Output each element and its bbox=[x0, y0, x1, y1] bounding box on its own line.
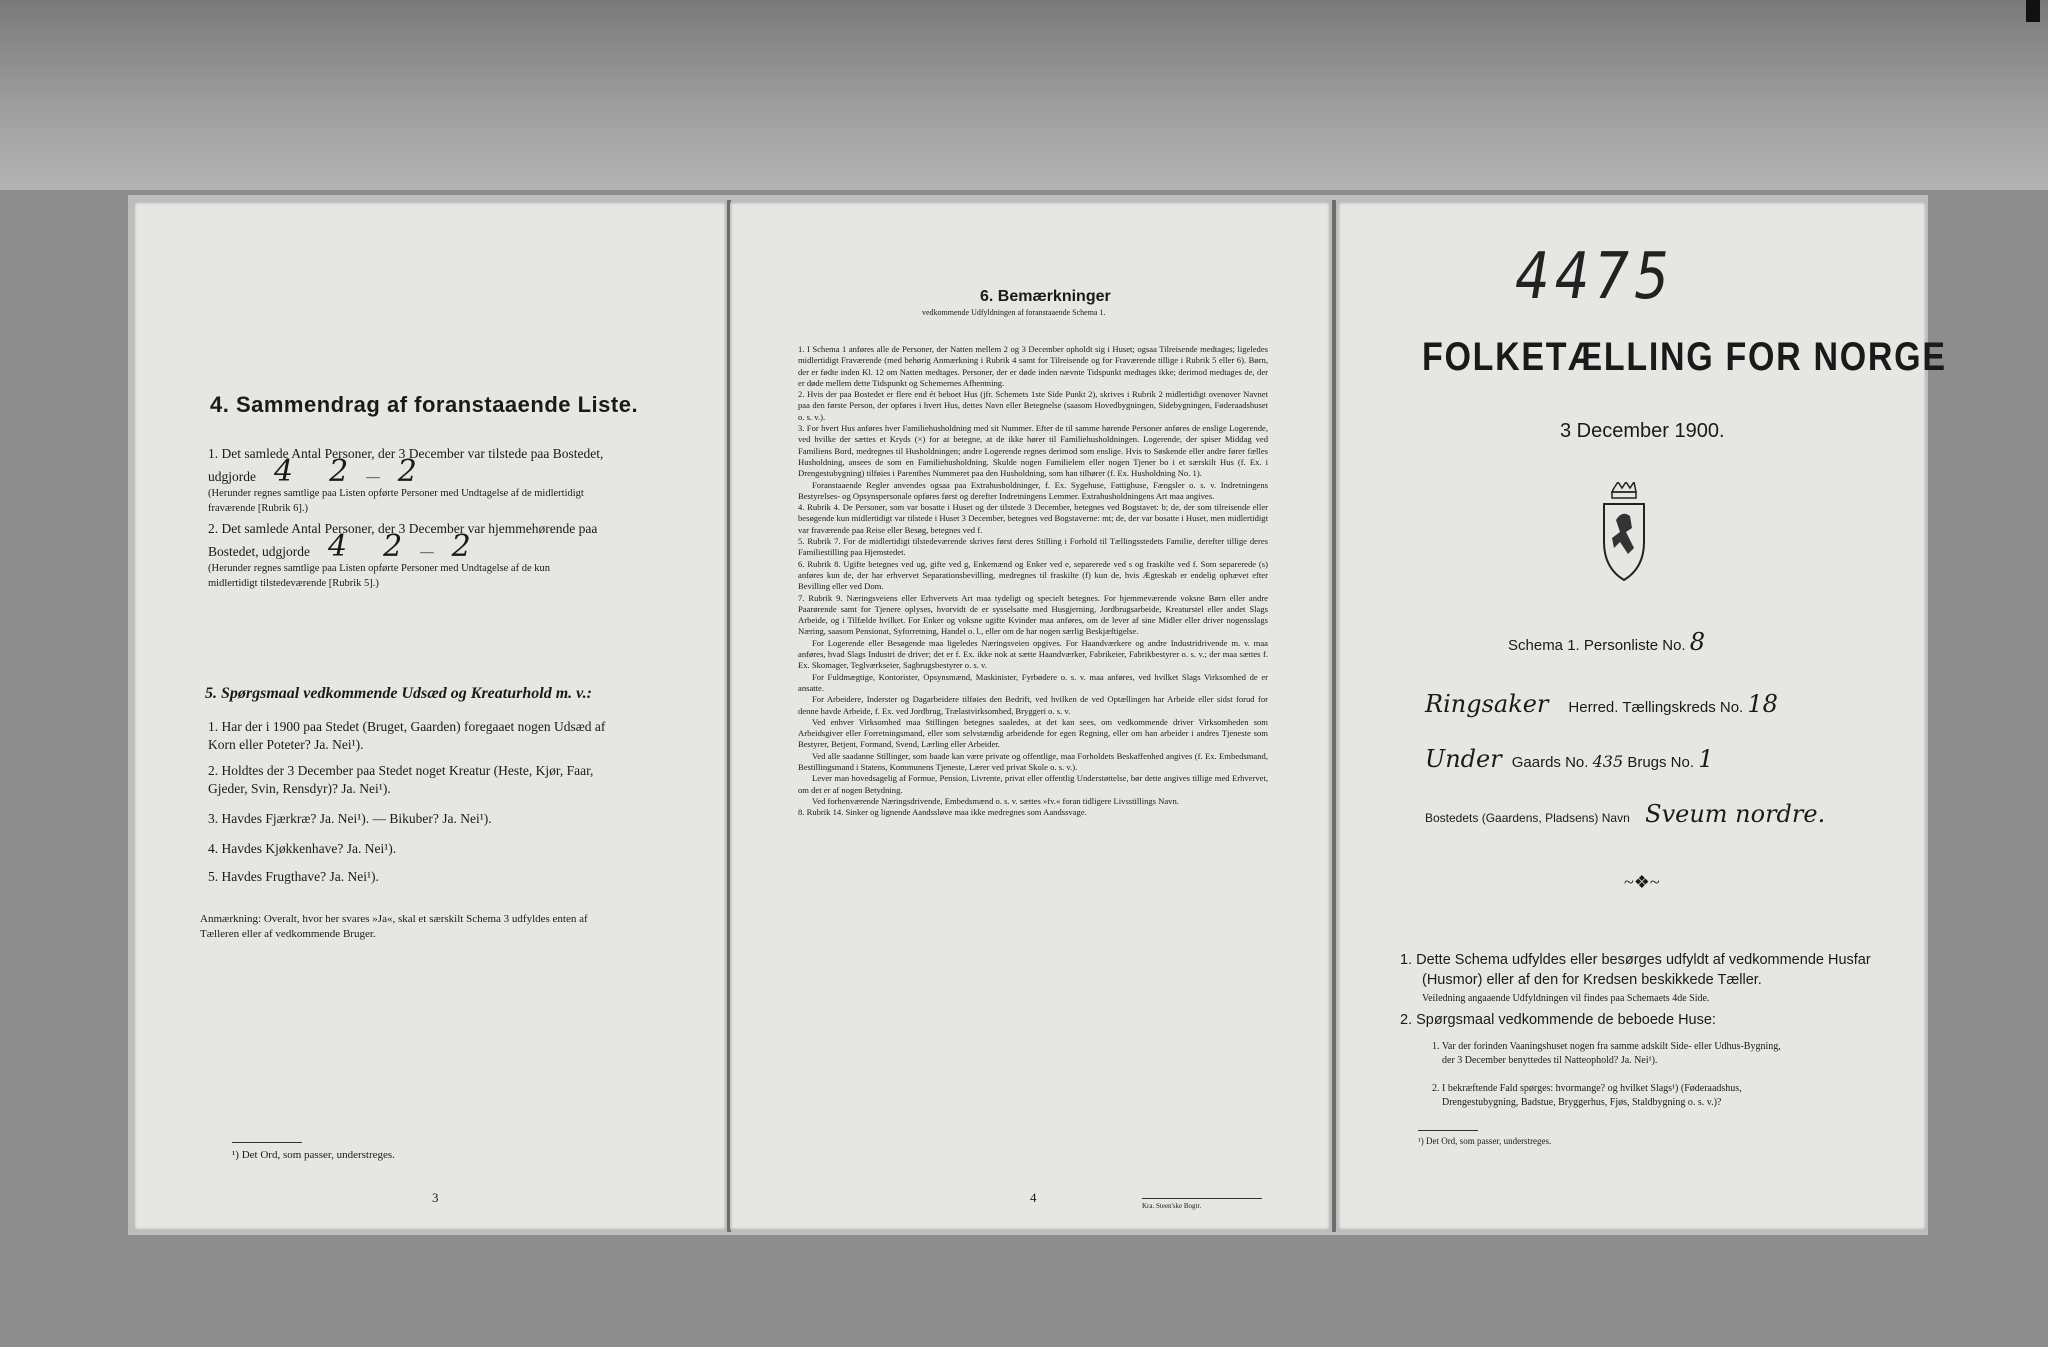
handwritten-herred: Ringsaker bbox=[1425, 690, 1549, 718]
instruction-2-q1 bbox=[1432, 1040, 1912, 1068]
section-4-title: 4. Sammendrag af foranstaaende Liste. bbox=[210, 392, 639, 417]
question-2-line-1: 2. Holdtes der 3 December paa Stedet noget Kreatur (Heste, Kjør, Faar, bbox=[208, 763, 594, 778]
remark-paragraph: 3. For hvert Hus anføres hver Familiehusholdning med sit Nummer. Efter de til samme hørende Personer anføres de enslige Logerende, ved hvilke der sættes et Kryds (×) for at betegne, at de ikke hører til Familiehusholdningen. Logerende, der spiser Middag ved Familiens Bord, medregnes til Husholdningen; andre Logerende regnes derimod som enslige. Hvis to Søskende eller andre fører fælles Husholdning, ansees de som en Familiehusholdning. Skulde nogen Familielem eller nogen Tjener bo i et særskilt Hus (f. Ex. i Drengestubygning) tilføies i Parenthes Nummeret paa den Husholdning, som han tilhører (f. Ex. Husholdning No. 1). bbox=[798, 423, 1268, 479]
summary-item-1-note-2: fraværende [Rubrik 6].) bbox=[208, 503, 309, 514]
summary-item-1-note: (Herunder regnes samtlige paa Listen opførte Personer med Undtagelse af de midlertidigt bbox=[208, 488, 584, 499]
coat-of-arms-icon bbox=[1600, 482, 1648, 582]
question-1-line-1: 1. Har der i 1900 paa Stedet (Bruget, Gaarden) foregaaet nogen Udsæd af bbox=[208, 719, 606, 734]
summary-item-2 bbox=[208, 520, 678, 591]
question-4: 4. Havdes Kjøkkenhave? Ja. Nei¹). bbox=[208, 841, 397, 856]
summary-item-2-text: 2. Det samlede Antal Personer, der 3 December var hjemmehørende paa bbox=[208, 521, 598, 536]
bosted-label: Bostedets (Gaardens, Pladsens) Navn bbox=[1425, 811, 1630, 825]
instruction-2-q2 bbox=[1432, 1082, 1912, 1110]
question-2 bbox=[208, 762, 678, 798]
summary-item-1-label: udgjorde bbox=[208, 469, 256, 484]
summary-item-2-label: Bostedet, udgjorde bbox=[208, 544, 310, 559]
instruction-2-q2-line-1: 2. I bekræftende Fald spørges: hvormange? og hvilket Slags¹) (Føderaadshus, bbox=[1432, 1083, 1742, 1094]
remark-paragraph: Ved alle saadanne Stillinger, som baade kan være private og offentlige, maa Forholdets Beskaffenhed angives (f. Ex. Embedsmand, Bestillingsmand i Statens, Kommunens Tjeneste, Lærer ved privat Skole o. s. v.). bbox=[798, 750, 1268, 772]
footnote: ¹) Det Ord, som passer, understreges. bbox=[1418, 1136, 1552, 1146]
remark-paragraph: For Fuldmægtige, Kontorister, Opsynsmænd, Maskinister, Fyrbødere o. s. v. maa anføres, ved hvilket Slags Virksomhed de er ansatte. bbox=[798, 671, 1268, 693]
handwritten-bosted: Sveum nordre. bbox=[1645, 800, 1826, 828]
remark-paragraph: 6. Rubrik 8. Ugifte betegnes ved ug, gifte ved g, Enkemænd og Enker ved e, separerede ved s og fraskilte ved f. Som separerede (s) anføres kun de, der har erhvervet Separationsbevilling, medregnes til fraskilte (f) kun de, hvis Ægteskab er endelig ophævet efter Bevilling eller ved Dom. bbox=[798, 558, 1268, 592]
page-number: 3 bbox=[432, 1190, 439, 1205]
question-5: 5. Havdes Frugthave? Ja. Nei¹). bbox=[208, 869, 379, 884]
form-date: 3 December 1900. bbox=[1560, 420, 1725, 442]
instruction-1-line-2: (Husmor) eller af den for Kredsen beskikkede Tæller. bbox=[1422, 972, 1762, 988]
instruction-2-q2-line-2: Drengestubygning, Badstue, Bryggerhus, Fjøs, Staldbygning o. s. v.)? bbox=[1442, 1097, 1722, 1108]
section-5-title: 5. Spørgsmaal vedkommende Udsæd og Kreaturhold m. v.: bbox=[205, 685, 592, 702]
remark-paragraph: 4. Rubrik 4. De Personer, som var bosatte i Huset og der tilstede 3 December, betegnes ved Bogstavet: b; de, der som tilreisende eller besøgende kun midlertidigt var tilstede i Huset 3 December, betegnes ved Bogstaverne: mt; de, der var bosatte i Huset, men midlertidigt var fraværende paa Reise eller Besøg, betegnes ved f. bbox=[798, 502, 1268, 535]
handwritten-men: 2 bbox=[383, 529, 403, 564]
handwritten-brugs-number: 1 bbox=[1698, 745, 1714, 773]
instruction-1 bbox=[1400, 950, 1900, 990]
form-title: FOLKETÆLLING FOR NORGE bbox=[1422, 335, 1947, 379]
herred-label: Herred. Tællingskreds No. bbox=[1568, 699, 1744, 716]
summary-item-2-values: Bostedet, udgjorde 4 2 — 2 bbox=[208, 529, 471, 564]
remark-paragraph: Lever man hovedsagelig af Formue, Pension, Livrente, privat eller offentlig Understøttelse, bør dette angives tillige med Erhvervet, om det er af nogen Betydning. bbox=[798, 773, 1268, 795]
question-3: 3. Havdes Fjærkræ? Ja. Nei¹). — Bikuber? Ja. Nei¹). bbox=[208, 811, 492, 826]
remark-paragraph: Foranstaaende Regler anvendes ogsaa paa Extrahusholdninger, f. Ex. Sygehuse, Fattighuse, Fængsler o. s. v. Indretningens Bestyrelses- og Opsynspersonale opføres først og derefter Indretningens Lemmer. Extrahusholdningens Art maa angives. bbox=[798, 479, 1268, 501]
summary-item-2-note-2: midlertidigt tilstedeværende [Rubrik 5].) bbox=[208, 578, 379, 589]
handwritten-women: 2 bbox=[451, 529, 471, 564]
question-1 bbox=[208, 718, 678, 754]
handwritten-gaard: Under bbox=[1425, 745, 1502, 773]
handwritten-total: 4 bbox=[274, 454, 294, 489]
printer-rule bbox=[1142, 1198, 1262, 1199]
remark-paragraph: 8. Rubrik 14. Sinker og lignende Aandssløve maa ikke medregnes som Aandssvage. bbox=[798, 807, 1087, 818]
footnote-rule bbox=[1418, 1130, 1478, 1131]
remark-paragraph: 1. I Schema 1 anføres alle de Personer, der Natten mellem 2 og 3 December opholdt sig i Huset; ogsaa Tilreisende medtages; ligeledes midlertidigt Fraværende (med behørig Anmærkning i Rubrik 4 samt for Tilreisende og for Fraværende tillige i Rubrik 5 eller 6). Børn, der er fødte inden Kl. 12 om Natten medtages. Personer, der er døde inden nævnte Tidspunkt medtages ikke; derimod medtages de, der er døde mellem dette Tidspunkt og Schemernes Afhentning. bbox=[798, 344, 1268, 388]
handwritten-women: 2 bbox=[397, 454, 417, 489]
archive-number: 4475 bbox=[1515, 240, 1674, 314]
remark-paragraph: For Arbeidere, Inderster og Dagarbeidere tilføies den Bedrift, ved hvilken de ved Optællingen har Arbeide eller sidst forud for denne havde Arbeide, f. Ex. ved Jordbrug, Trælastvirksomhed, Bryggeri o. s. v. bbox=[798, 694, 1268, 716]
ornament-divider: ~❖~ bbox=[1624, 872, 1660, 892]
instruction-2-q1-line-2: der 3 December benyttedes til Natteophold? Ja. Nei¹). bbox=[1442, 1055, 1658, 1066]
handwritten-total: 4 bbox=[327, 529, 348, 564]
gaards-label: Gaards No. bbox=[1511, 754, 1589, 771]
summary-item-1-text: 1. Det samlede Antal Personer, der 3 December var tilstede paa Bostedet, bbox=[208, 446, 604, 461]
page-divider bbox=[1332, 200, 1336, 1232]
page-number: 4 bbox=[1030, 1190, 1037, 1205]
brugs-label: Brugs No. bbox=[1627, 754, 1695, 771]
handwritten-men: 2 bbox=[329, 454, 349, 489]
remarks-text bbox=[798, 344, 1268, 818]
remark-paragraph: 2. Hvis der paa Bostedet er flere end ét beboet Hus (jfr. Schemets 1ste Side Punkt 2), skrives i Rubrik 2 midlertidigt ovenover Navnet paa den første Person, der opføres i hvert Hus, dettes Navn eller Betegnelse (saasom Hovedbygningen, Sidebygningen, Føderaadshuset o. s. v.). bbox=[798, 389, 1268, 422]
schema-line bbox=[1508, 628, 1705, 656]
summary-item-2-note: (Herunder regnes samtlige paa Listen opførte Personer med Undtagelse af de kun bbox=[208, 563, 551, 574]
printer-mark: Kra. Steen'ske Bogtr. bbox=[1142, 1202, 1202, 1210]
handwritten-gaards-number: 435 bbox=[1592, 752, 1624, 771]
handwritten-kreds-number: 18 bbox=[1747, 690, 1778, 718]
remark-paragraph: Ved enhver Virksomhed maa Stillingen betegnes saaledes, at det kan sees, om vedkommende driver Virksomheden som Arbeidsgiver eller Forretningsmand, eller som selvstændig arbeidende for egen Regning, eller om han arbeider i andres Tjeneste som Bestyrer, Betjent, Formand, Svend, Lærling eller Arbeider. bbox=[798, 716, 1268, 750]
footnote-rule bbox=[232, 1142, 302, 1143]
summary-item-1 bbox=[208, 445, 678, 516]
herred-line bbox=[1425, 690, 1778, 718]
remark bbox=[200, 912, 670, 942]
remark-line-2: Tælleren eller af vedkommende Bruger. bbox=[200, 928, 376, 940]
summary-item-1-values: udgjorde 4 2 — 2 bbox=[208, 454, 417, 489]
handwritten-list-number: 8 bbox=[1689, 628, 1706, 656]
gaard-line bbox=[1425, 745, 1713, 773]
scan-edge-mark bbox=[2026, 0, 2040, 22]
question-1-line-2: Korn eller Poteter? Ja. Nei¹). bbox=[208, 737, 364, 752]
instruction-1-line-1: 1. Dette Schema udfyldes eller besørges udfyldt af vedkommende Husfar bbox=[1400, 952, 1871, 968]
remark-paragraph: For Logerende eller Besøgende maa ligeledes Næringsveien opgives. For Haandværkere og andre Industridrivende m. v. maa anføres, hvad Slags Industri de driver; det er f. Ex. ikke nok at sætte Haandværker, Fabrikeier, Fabrikbestyrer o. s. v.; der maa sættes f. Ex. Skomager, Teglværkseier, Sagbrugsbestyrer o. s. v. bbox=[798, 637, 1268, 671]
schema-label: Schema 1. Personliste No. bbox=[1508, 637, 1686, 654]
question-2-line-2: Gjeder, Svin, Rensdyr)? Ja. Nei¹). bbox=[208, 781, 391, 796]
section-6-title: 6. Bemærkninger bbox=[980, 288, 1111, 305]
remark-paragraph: Ved forhenværende Næringsdrivende, Embedsmænd o. s. v. sættes »fv.« foran tidligere Livsstillings Navn. bbox=[812, 795, 1179, 806]
remark-paragraph: 5. Rubrik 7. For de midlertidigt tilstedeværende skrives først deres Stilling i Forhold til Tællingsstedets Familie, derefter tillige deres Familiestilling paa Hjemstedet. bbox=[798, 536, 1268, 558]
page-3 bbox=[134, 202, 726, 1230]
footnote: ¹) Det Ord, som passer, understreges. bbox=[232, 1149, 395, 1161]
instruction-2-q1-line-1: 1. Var der forinden Vaaningshuset nogen fra samme adskilt Side- eller Udhus-Bygning, bbox=[1432, 1041, 1781, 1052]
instruction-1-note: Veiledning angaaende Udfyldningen vil findes paa Schemaets 4de Side. bbox=[1422, 993, 1710, 1004]
remark-paragraph: 7. Rubrik 9. Næringsveiens eller Erhvervets Art maa tydeligt og specielt betegnes. For hjemmeværende voksne Børn eller andre Paarørende samt for Tjenere oplyses, hvorvidt de er sysselsatte med Husgjerning, Jordbrugsarbeide, Kreaturstel eller andet Slags Arbeide, og i Tilfælde hvilket. For Enker og voksne ugifte Kvinder maa anføres, om de lever af sine Midler eller driver nogensslags Næring, saasom Pensionat, Syforretning, Handel o. l., eller om de har nogen særlig Beskjæftigelse. bbox=[798, 592, 1268, 637]
remark-line-1: Anmærkning: Overalt, hvor her svares »Ja«, skal et særskilt Schema 3 udfyldes enten af bbox=[200, 913, 588, 925]
scanner-background bbox=[0, 0, 2048, 190]
section-6-subtitle: vedkommende Udfyldningen af foranstaaende Schema 1. bbox=[922, 308, 1106, 317]
bosted-line bbox=[1425, 800, 1825, 828]
instruction-2: 2. Spørgsmaal vedkommende de beboede Huse: bbox=[1400, 1012, 1716, 1028]
